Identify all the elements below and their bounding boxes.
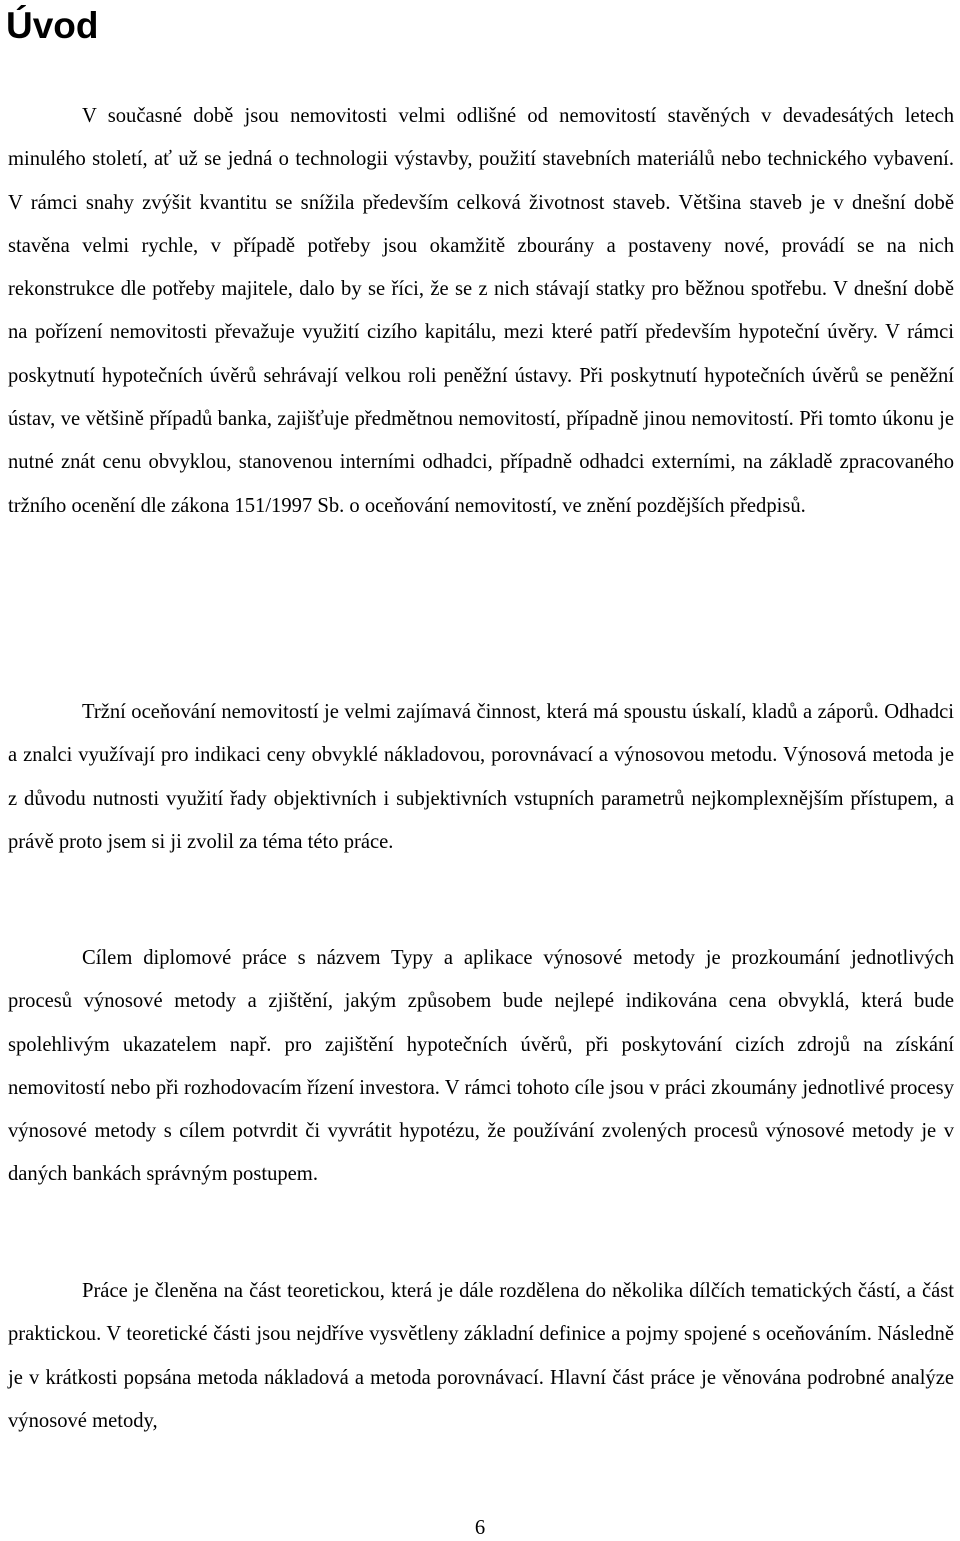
paragraph-1: V současné době jsou nemovitosti velmi odlišné od nemovitostí stavěných v devadesátých letech minulého století, ať už se jedná o technologii výstavby, použití stavebních materiálů nebo technického vybavení. V rámci snahy zvýšit kvantitu se snížila především celková životnost staveb. Většina staveb je v dnešní době stavěna velmi rychle, v případě potřeby jsou okamžitě zbourány a postaveny nové, provádí se na nich rekonstrukce dle potřeby majitele, dalo by se říci, že se z nich stávají statky pro běžnou spotřebu. V dnešní době na pořízení nemovitosti převažuje využití cizího kapitálu, mezi které patří především hypoteční úvěry. V rámci poskytnutí hypotečních úvěrů sehrávají velkou roli peněžní ústavy. Při poskytnutí hypotečních úvěrů se peněžní ústav, ve většině případů banka, zajišťuje předmětnou nemovitostí, případně jinou nemovitostí. Při tomto úkonu je nutné znát cenu obvyklou, stanovenou interními odhadci, případně odhadci externími, na základě zpracovaného tržního ocenění dle zákona 151/1997 Sb. o oceňování nemovitostí, ve znění pozdějších předpisů.: [8, 105, 954, 517]
paragraph-3: Cílem diplomové práce s názvem Typy a aplikace výnosové metody je prozkoumání jednotlivých procesů výnosové metody a zjištění, jakým způsobem bude nejlepé indikována cena obvyklá, která bude spolehlivým ukazatelem např. pro zajištění hypotečních úvěrů, při poskytování cizích zdrojů na získání nemovitostí nebo při rozhodovacím řízení investora. V rámci tohoto cíle jsou v práci zkoumány jednotlivé procesy výnosové metody s cílem potvrdit či vyvrátit hypotézu, že používání zvolených procesů výnosové metody je v daných bankách správným postupem.: [8, 947, 954, 1186]
paragraph-2: Tržní oceňování nemovitostí je velmi zajímavá činnost, která má spoustu úskalí, kladů a záporů. Odhadci a znalci využívají pro indikaci ceny obvyklé nákladovou, porovnávací a výnosovou metodu. Výnosová metoda je z důvodu nutnosti využití řady objektivních i subjektivních vstupních parametrů nejkomplexnějším přístupem, a právě proto jsem si ji zvolil za téma této práce.: [8, 701, 954, 853]
page-number: 6: [474, 1517, 486, 1539]
chapter-heading: Úvod: [6, 5, 99, 46]
paragraph-4: Práce je členěna na část teoretickou, která je dále rozdělena do několika dílčích tematických částí, a část praktickou. V teoretické části jsou nejdříve vysvětleny základní definice a pojmy spojené s oceňováním. Následně je v krátkosti popsána metoda nákladová a metoda porovnávací. Hlavní část práce je věnována podrobné analýze výnosové metody,: [8, 1280, 954, 1432]
